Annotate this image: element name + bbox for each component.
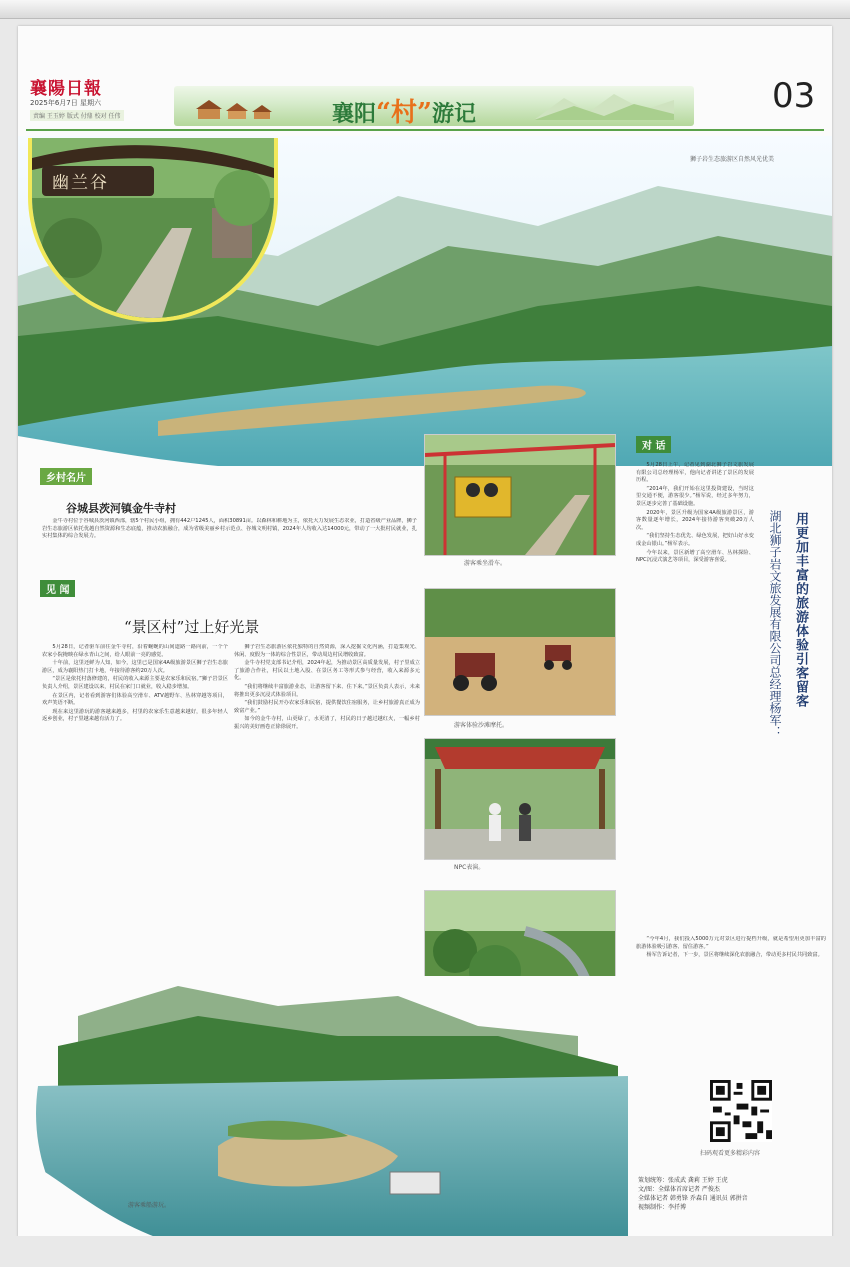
interview-continued — [636, 936, 826, 1052]
photo-caption: 游客乘坐滑车。 — [464, 560, 507, 567]
interview-paragraph: “今年4月，我们投入5000万元对景区进行提档升级，就是希望用更加丰富的旅游体验吸引游客、留住游客。” — [636, 936, 826, 950]
interview-title-text: 用更加丰富的旅游体验引客留客 — [793, 512, 808, 708]
page-title-key: “村” — [376, 98, 432, 128]
masthead — [26, 72, 826, 128]
interview-paragraph: 杨军告诉记者，下一步，景区将继续深化农旅融合，带动更多村民共同致富。 — [646, 952, 823, 959]
feature-column-2 — [234, 644, 420, 974]
browser-strip — [0, 0, 850, 19]
issue-date: 2025年6月7日 星期六 — [30, 99, 101, 107]
village-body — [42, 518, 417, 554]
feature-paragraph: 在景区内，记者看到游客们体验高空滑车、ATV越野车、丛林穿越等项目，欢声笑语不断。 — [42, 692, 228, 707]
section-tag-feature: 见 闻 — [40, 580, 75, 597]
interview-paragraph: 今年以来，景区新增了高空滑车、丛林探险、NPC沉浸式演艺等项目，深受游客喜爱。 — [636, 549, 754, 564]
feature-paragraph: “我们将继续丰富旅游业态，让游客留下来、住下来。”景区负责人表示，未来将推出更多沉浸式体验项目。 — [234, 683, 420, 698]
newspaper-page — [18, 26, 832, 1238]
feature-paragraph: 金牛寺村党支部书记介绍，2024年起，为推动景区高质量发展，村子里成立了旅游合作社，村民以土地入股、在景区务工等形式参与经营，收入来源多元化。 — [234, 660, 420, 682]
photo-atv-ride — [424, 588, 616, 716]
photo-caption: NPC表演。 — [454, 864, 485, 871]
interview-paragraph: “我们坚持生态优先、绿色发展，把好山好水变成金山银山。”杨军表示。 — [636, 533, 754, 547]
interview-sub-text: 湖北狮子岩文旅发展有限公司总经理杨军： — [768, 510, 782, 738]
credits-line: 策划统筹：张成武 龚莉 王婷 王虎 — [638, 1177, 728, 1184]
interview-paragraph: 2020年，景区升级为国家4A级旅游景区，游客数量逐年增长，2024年接待游客突破20万人次。 — [636, 509, 754, 531]
feature-paragraph: “我们鼓励村民开办农家乐和民宿，提供餐饮住宿服务，让乡村旅游真正成为致富产业。” — [234, 700, 420, 714]
page-title-pre: 襄阳 — [332, 101, 377, 127]
section-tag-village: 乡村名片 — [40, 468, 92, 485]
qr-caption: 扫码观看更多精彩内容 — [700, 1150, 761, 1157]
feature-column-1 — [42, 644, 228, 984]
page-title — [332, 92, 476, 129]
photo-caption: 游客乘船游玩。 — [128, 1202, 171, 1209]
feature-paragraph: 狮子岩生态旅游区依托独特的自然资源，深入挖掘文化内涵，打造集观光、休闲、度假为一体的综合性景区，带动周边村民增收致富。 — [234, 644, 420, 658]
header-rule — [26, 129, 824, 131]
interview-vertical-title — [782, 512, 810, 708]
sign-text: 幽兰谷 — [52, 173, 109, 193]
paper-logo: 襄陽日報 — [30, 79, 102, 99]
feature-paragraph: “景区是依托村落修建的，村民的收入来源主要是农家乐和民宿。”狮子岩景区负责人介绍，景区建设以来，村民在家门口就业，收入稳步增加。 — [42, 676, 228, 690]
credits-block — [638, 1176, 828, 1212]
page-title-post: 游记 — [431, 101, 476, 127]
credits-line: 全媒体记者 韩勇锋 乔森自 通讯员 郭拼音 — [638, 1195, 748, 1202]
lake-island-photo — [18, 976, 628, 1238]
feature-paragraph: 如今的金牛寺村，山更绿了，水更清了，村民的日子越过越红火，一幅乡村振兴的美好画卷正徐徐展开。 — [234, 716, 420, 730]
section-tag-interview: 对 话 — [636, 436, 671, 453]
feature-title: “景区村”过上好光景 — [124, 618, 260, 636]
mountain-icon — [534, 90, 674, 120]
feature-paragraph: 现在来这里游玩的游客越来越多，村里的农家乐生意越来越好，很多年轻人返乡创业，村子里越来越有活力了。 — [42, 708, 228, 723]
interview-paragraph: 5月28日上午，记者见到湖北狮子岩文旅发展有限公司总经理杨军，他向记者讲述了景区的发展历程。 — [636, 462, 754, 484]
credits-line: 视频制作：李扦博 — [638, 1204, 687, 1211]
interview-column — [636, 462, 754, 932]
village-title: 谷城县茨河镇金牛寺村 — [66, 502, 176, 515]
houses-icon — [194, 98, 294, 120]
editor-line: 责编 王玉婷 版式 付鼎 校对 任伟 — [30, 110, 124, 121]
page-title-band — [174, 86, 694, 126]
feature-paragraph: 十年前，这里还鲜为人知，如今，这里已是国家4A级旅游景区狮子岩生态旅游区，成为襄阳热门打卡地，年接待游客约20万人次。 — [42, 660, 228, 674]
credits-line: 文/图：全媒体首席记者 严俊杰 — [638, 1186, 720, 1193]
photo-caption: 游客体验沙滩摩托。 — [454, 722, 509, 729]
photo-zipline-cart — [424, 434, 616, 556]
feature-paragraph: 5月28日，记者驱车前往金牛寺村，沿着蜿蜒的山间道路一路向前，一个个农家小院掩映在绿水青山之间，给人眼前一亮的感觉。 — [42, 644, 228, 658]
interview-vertical-sub — [760, 510, 784, 738]
interview-paragraph: “2014年，我们开始在这里投资建设，当时这里交通不便，游客很少。”杨军说，经过多年努力，景区逐步完善了基础设施。 — [636, 485, 754, 507]
qr-code-icon[interactable] — [710, 1080, 772, 1142]
hero-caption: 狮子岩生态旅游区自然风光优美 — [690, 156, 775, 163]
photo-npc-performance — [424, 738, 616, 860]
village-body-text: 金牛寺村位于谷城县茨河镇西部，辖5个村民小组，拥有442户1245人，面积30891亩。以森林和耕地为主，依托大力发展生态农业，打造省级产业品牌，狮子岩生态旅游区依托优越自然资源和生态底蕴，推动农旅融合，成为省级美丽乡村示范点、谷城文明村镇，2024年人均收入达14000元，带动了一大批村民就业，扎实村集体的综合发展力。 — [42, 518, 417, 540]
background-bottom — [0, 1236, 850, 1267]
page-number: 03 — [772, 76, 816, 116]
